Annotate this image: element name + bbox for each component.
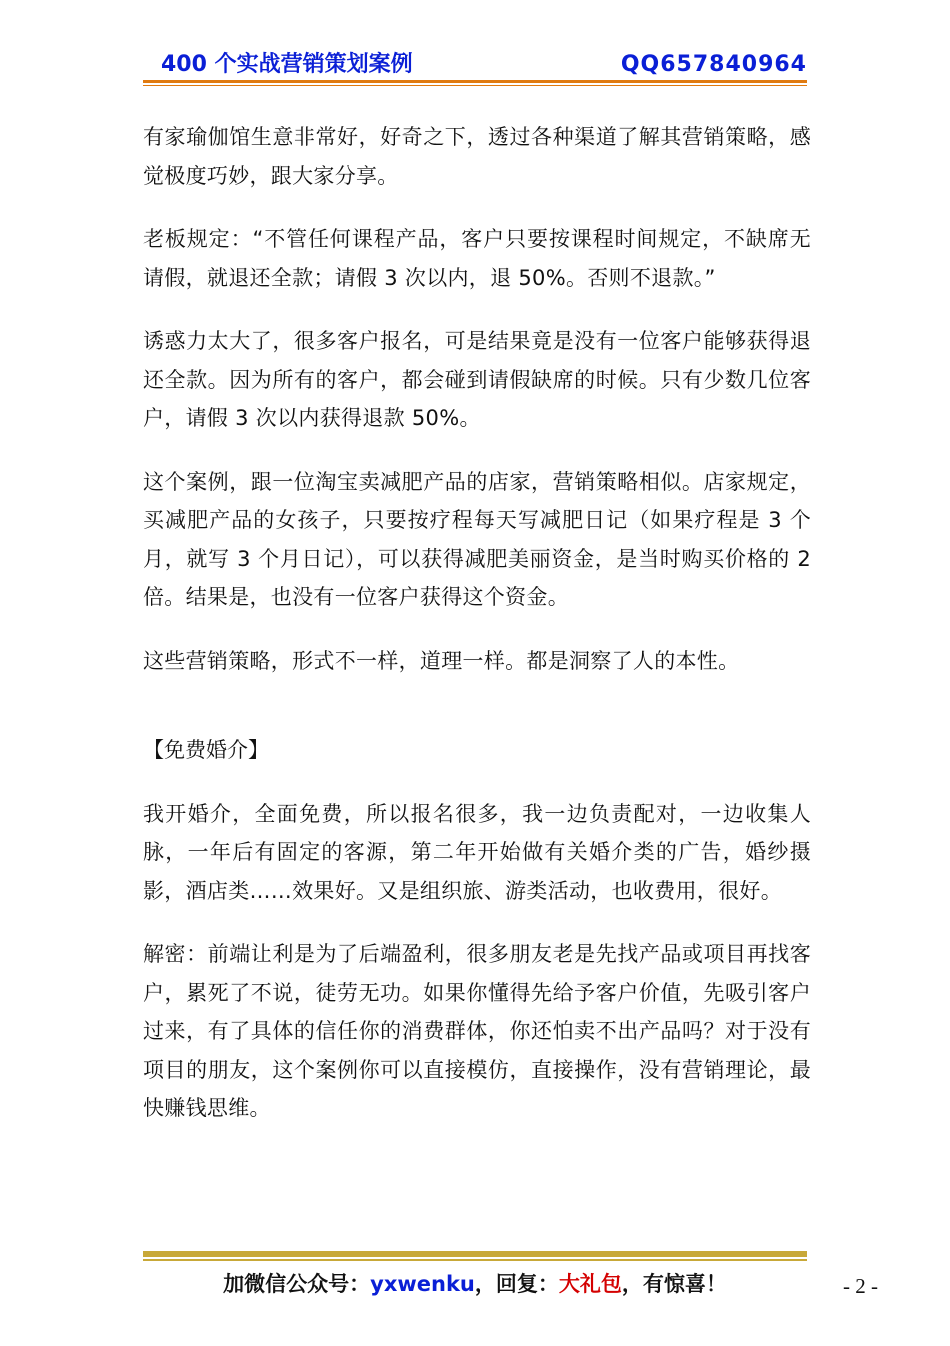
- footer-keyword: 大礼包: [558, 1272, 622, 1296]
- paragraph-boss-rule: 老板规定：“不管任何课程产品，客户只要按课程时间规定，不缺席无请假，就退还全款；请假 3 次以内，退 50%。否则不退款。”: [143, 227, 811, 290]
- paragraph-matchmaking: 我开婚介，全面免费，所以报名很多，我一边负责配对，一边收集人脉，一年后有固定的客源，第二年开始做有关婚介类的广告，婚纱摄影，酒店类……效果好。又是组织旅、游类活动，也收费用，很好。: [143, 801, 811, 903]
- footer-divider-thick: [143, 1251, 807, 1257]
- footer-account: yxwenku: [370, 1272, 475, 1296]
- footer-suffix: ，有惊喜！: [621, 1272, 727, 1296]
- header-title: 400 个实战营销策划案例: [161, 52, 413, 77]
- header-divider-thin: [143, 85, 807, 86]
- footer-middle: ，回复：: [474, 1272, 559, 1296]
- footer-promo: [143, 1268, 807, 1300]
- paragraph-summary: 这些营销策略，形式不一样，道理一样。都是洞察了人的本性。: [143, 648, 740, 673]
- paragraph-intro: 有家瑜伽馆生意非常好，好奇之下，透过各种渠道了解其营销策略，感觉极度巧妙，跟大家分享。: [143, 125, 811, 188]
- page-header: [143, 50, 807, 84]
- header-qq-number: QQ657840964: [620, 52, 807, 77]
- paragraph-taobao-case: 这个案例，跟一位淘宝卖减肥产品的店家，营销策略相似。店家规定，买减肥产品的女孩子，只要按疗程每天写减肥日记（如果疗程是 3 个月，就写 3 个月日记），可以获得减肥美丽资金，是当时购买价格的 2 倍。结果是，也没有一位客户获得这个资金。: [143, 469, 811, 609]
- section-title-free-matchmaking: 【免费婚介】: [143, 738, 269, 762]
- header-divider-thick: [143, 80, 807, 83]
- footer-prefix: 加微信公众号：: [223, 1272, 371, 1296]
- paragraph-temptation: 诱惑力太大了，很多客户报名，可是结果竟是没有一位客户能够获得退还全款。因为所有的客户，都会碰到请假缺席的时候。只有少数几位客户，请假 3 次以内获得退款 50%。: [143, 329, 811, 430]
- document-body: [143, 118, 811, 1153]
- page-number: - 2 -: [843, 1274, 878, 1298]
- footer-divider-thin: [143, 1259, 807, 1261]
- paragraph-decryption: 解密：前端让利是为了后端盈利，很多朋友老是先找产品或项目再找客户，累死了不说，徒劳无功。如果你懂得先给予客户价值，先吸引客户过来，有了具体的信任你的消费群体，你还怕卖不出产品吗？对于没有项目的朋友，这个案例你可以直接模仿，直接操作，没有营销理论，最快赚钱思维。: [143, 942, 811, 1120]
